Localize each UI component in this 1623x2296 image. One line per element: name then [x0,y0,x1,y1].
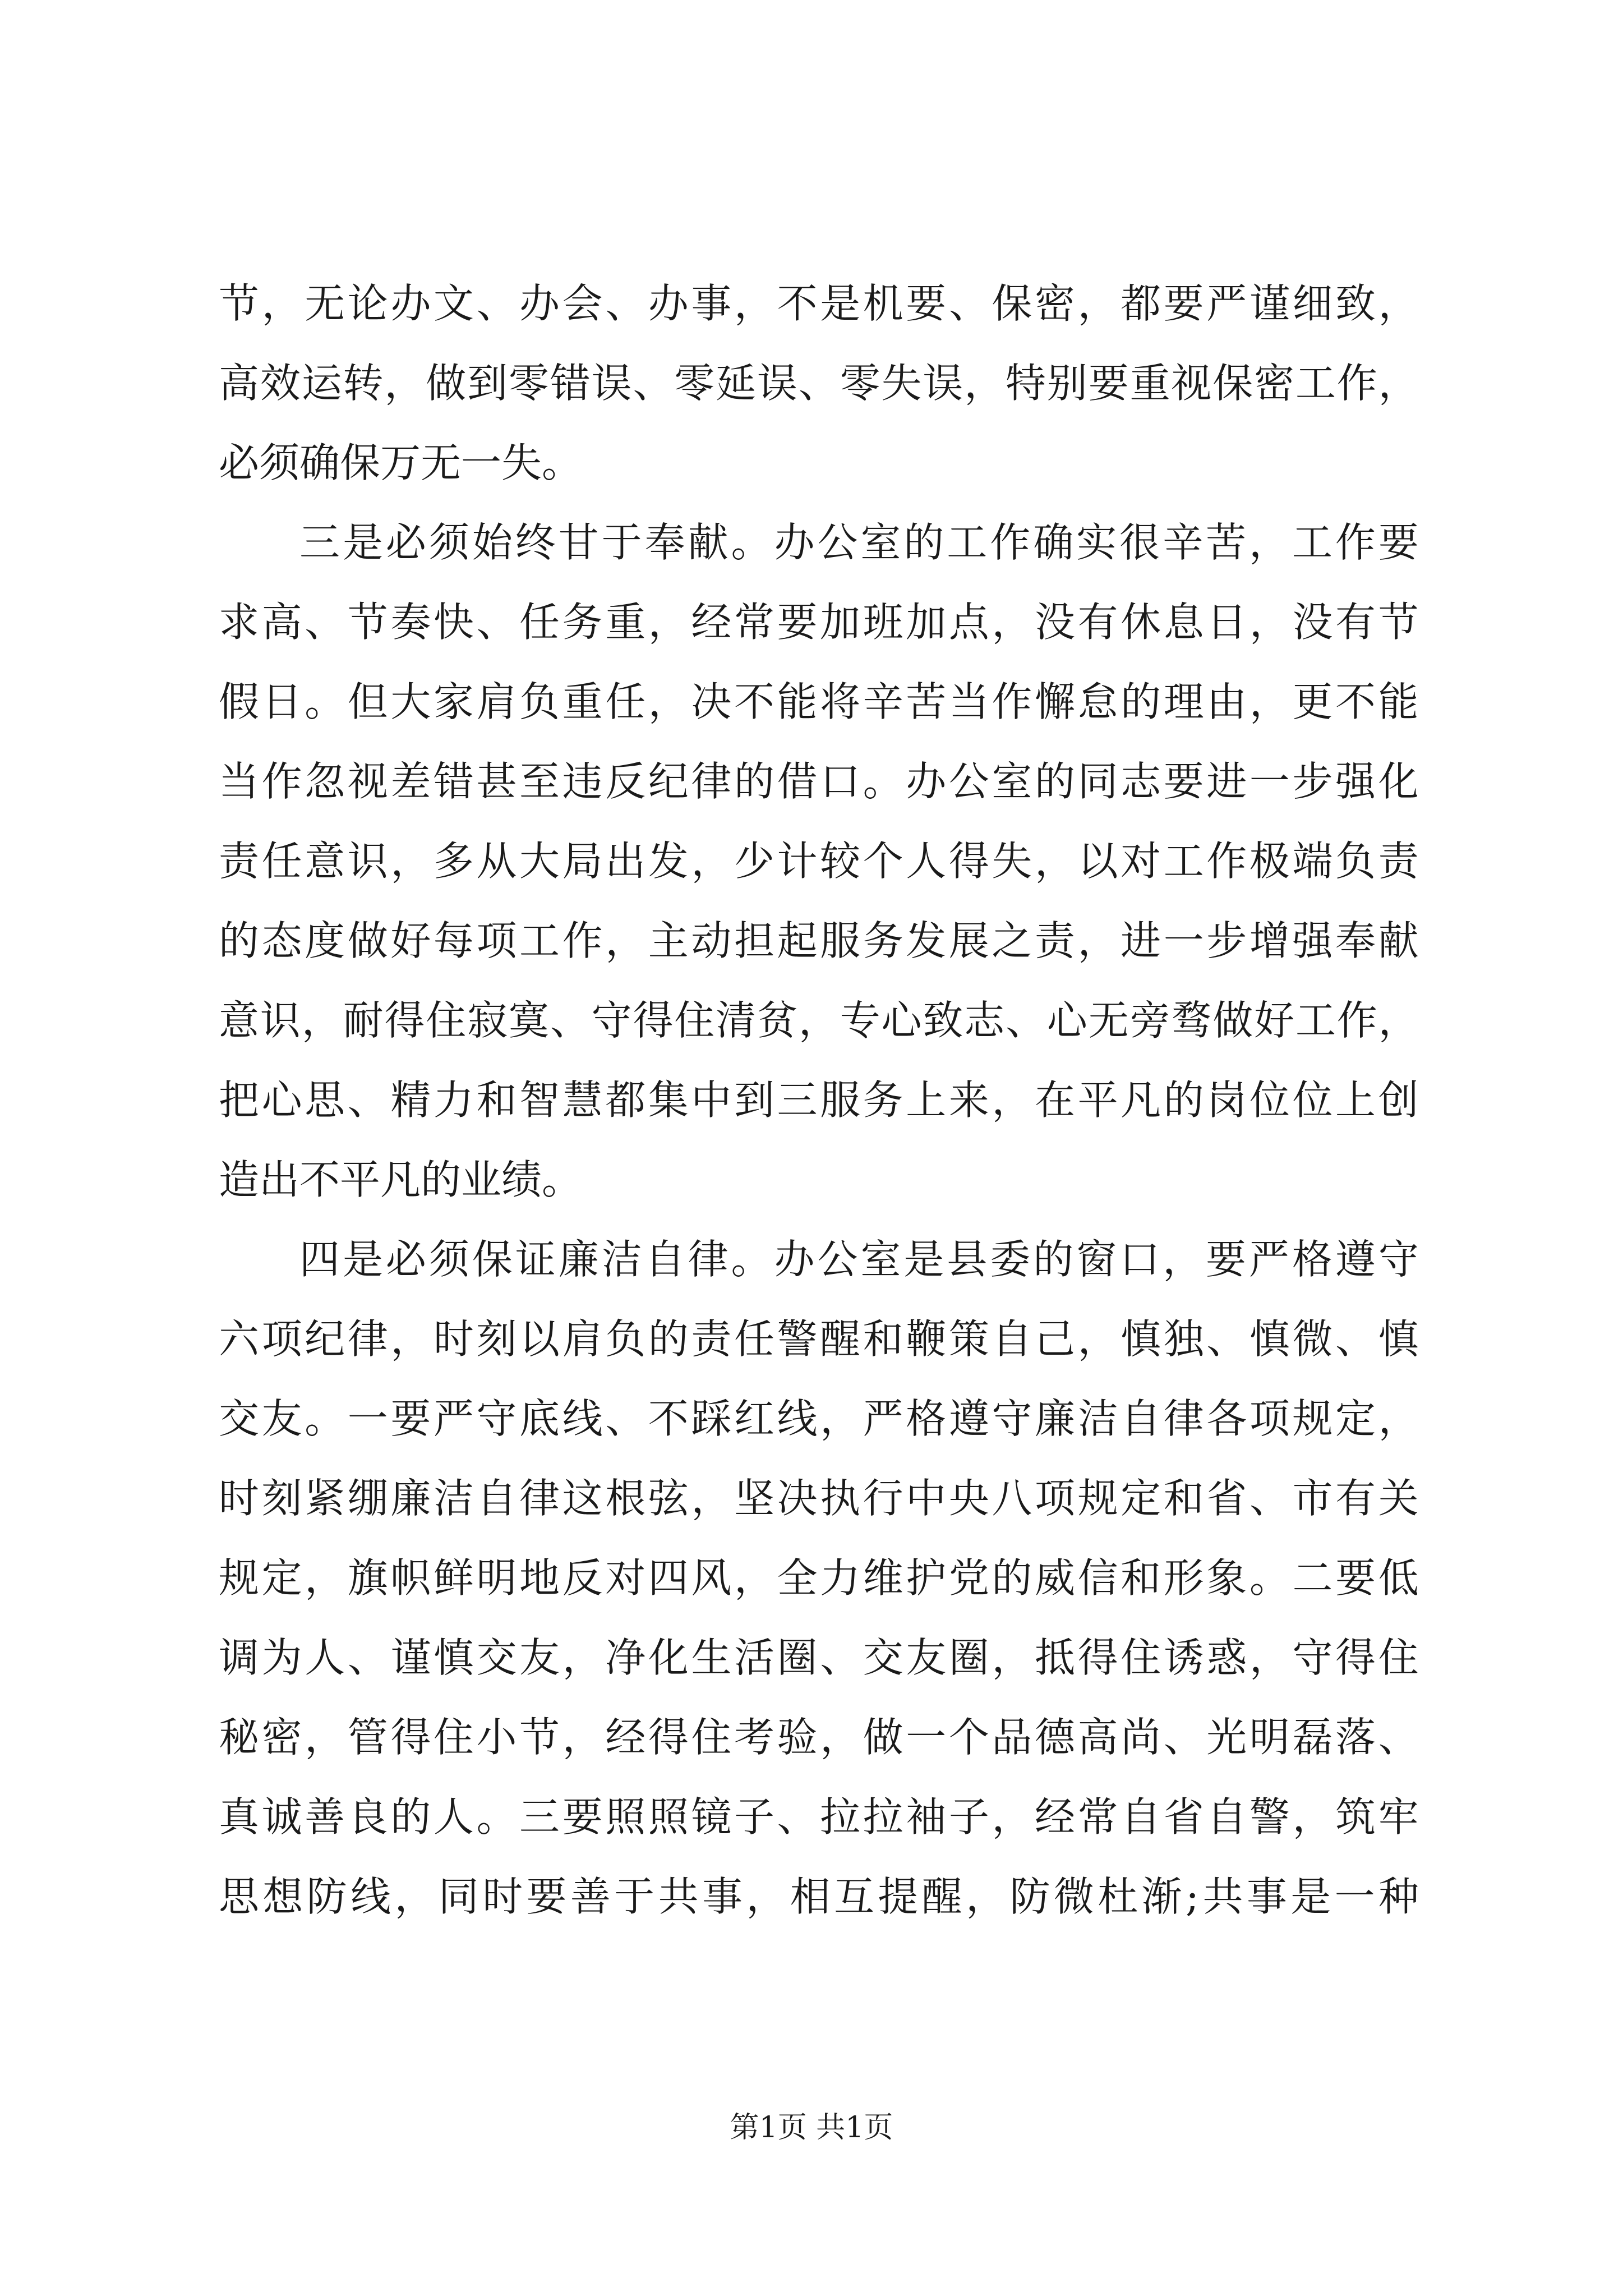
text-line: 秘 密 ， 管 得 住 小 节 ， 经 得 住 考 验 ， 做 一 个 品 德 高 尚 、 光 明 磊 落 、 [219,1714,1419,1761]
text-line: 把 心 思 、 精 力 和 智 慧 都 集 中 到 三 服 务 上 来 ， 在 平 凡 的 岗 位 位 上 创 [219,1076,1419,1124]
body-text [219,264,1419,1936]
text-line: 规 定 ， 旗 帜 鲜 明 地 反 对 四 风 ， 全 力 维 护 党 的 威 信 和 形 象 。 二 要 低 [219,1554,1419,1602]
text-line: 六 项 纪 律 ， 时 刻 以 肩 负 的 责 任 警 醒 和 鞭 策 自 己 ， 慎 独 、 慎 微 、 慎 [219,1315,1419,1363]
text-line: 意 识 ， 耐 得 住 寂 寞 、 守 得 住 清 贫 ， 专 心 致 志 、 心 无 旁 骛 做 好 工 作 ， [219,997,1419,1044]
text-line: 当 作 忽 视 差 错 甚 至 违 反 纪 律 的 借 口 。 办 公 室 的 同 志 要 进 一 步 强 化 [219,758,1419,805]
text-line: 节 ， 无 论 办 文 、 办 会 、 办 事 ， 不 是 机 要 、 保 密 ， 都 要 严 谨 细 致 ， [219,280,1419,327]
text-line: 调 为 人 、 谨 慎 交 友 ， 净 化 生 活 圈 、 交 友 圈 ， 抵 得 住 诱 惑 ， 守 得 住 [219,1634,1419,1681]
text-line: 思 想 防 线 ， 同 时 要 善 于 共 事 ， 相 互 提 醒 ， 防 微 杜 渐 ; 共 事 是 一 种 [219,1873,1419,1920]
text-line: 高 效 运 转 ， 做 到 零 错 误 、 零 延 误 、 零 失 误 ， 特 别 要 重 视 保 密 工 作 ， [219,360,1419,407]
text-line: 求 高 、 节 奏 快 、 任 务 重 ， 经 常 要 加 班 加 点 ， 没 有 休 息 日 ， 没 有 节 [219,599,1419,646]
text-line: 四 是 必 须 保 证 廉 洁 自 律 。 办 公 室 是 县 委 的 窗 口 ， 要 严 格 遵 守 [299,1236,1419,1283]
text-line: 交 友 。 一 要 严 守 底 线 、 不 踩 红 线 ， 严 格 遵 守 廉 洁 自 律 各 项 规 定 ， [219,1395,1419,1442]
page-footer: 第1页 共1页 [730,2111,893,2145]
text-line: 责 任 意 识 ， 多 从 大 局 出 发 ， 少 计 较 个 人 得 失 ， 以 对 工 作 极 端 负 责 [219,838,1419,885]
text-line: 造出不平凡的业绩。 [219,1156,583,1203]
text-line: 的 态 度 做 好 每 项 工 作 ， 主 动 担 起 服 务 发 展 之 责 ， 进 一 步 增 强 奉 献 [219,917,1419,964]
text-line: 真 诚 善 良 的 人 。 三 要 照 照 镜 子 、 拉 拉 袖 子 ， 经 常 自 省 自 警 ， 筑 牢 [219,1793,1419,1841]
text-line: 三 是 必 须 始 终 甘 于 奉 献 。 办 公 室 的 工 作 确 实 很 辛 苦 ， 工 作 要 [299,519,1419,566]
text-line: 必须确保万无一失。 [219,439,583,486]
text-line: 假 日 。 但 大 家 肩 负 重 任 ， 决 不 能 将 辛 苦 当 作 懈 怠 的 理 由 ， 更 不 能 [219,678,1419,725]
text-line: 时 刻 紧 绷 廉 洁 自 律 这 根 弦 ， 坚 决 执 行 中 央 八 项 规 定 和 省 、 市 有 关 [219,1475,1419,1522]
